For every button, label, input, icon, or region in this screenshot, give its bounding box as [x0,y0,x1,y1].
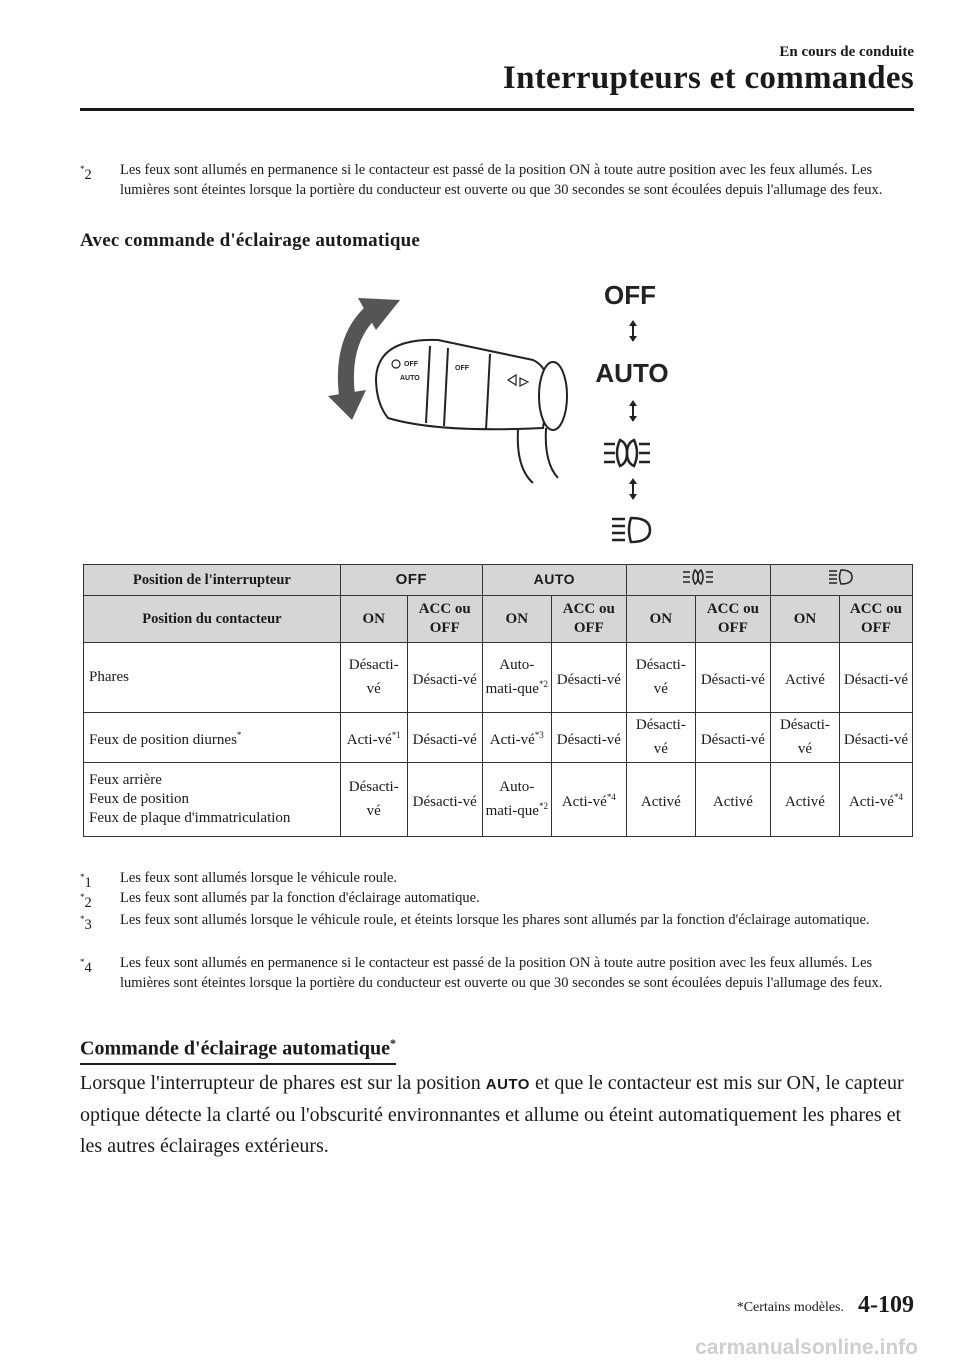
footnote-text: Les feux sont allumés en permanence si le contacteur est passé de la position ON à toute autre position avec les feux allumés. Les lumières sont éteintes lorsque la portière du conducteur est ouverte ou que 30 secondes se sont écoulées depuis l'allumage des feux. [120,162,883,198]
section-heading-auto-lighting: Commande d'éclairage automatique* [80,1036,396,1065]
switch-position-lamps-header [626,565,770,596]
table-cell: Désacti-vé [626,643,695,713]
position-lamps-icon [678,568,718,586]
page-number: 4-109 [858,1292,914,1318]
label-off: OFF [604,280,656,310]
running-header-section: En cours de conduite [779,44,914,60]
lever-tip [539,362,567,430]
row-label: Phares [84,643,341,713]
table-cell: Désacti-vé [407,763,482,837]
switch-off-header: OFF [340,565,482,596]
footnote-1: *1 Les feux sont allumés lorsque le véhicule roule. [80,870,398,891]
body-paragraph: Lorsque l'interrupteur de phares est sur la position AUTO et que le contacteur est mis sur ON, le capteur optique détecte la clarté ou l'obscurité environnantes et allume ou éteint automatiquement les phares et les autres éclairages extérieurs. [80,1072,904,1157]
ignition-cell: ACC ou OFF [839,596,912,643]
footnote-4: *4 Les feux sont allumés en permanence si le contacteur est passé de la position ON à toute autre position avec les feux allumés. Les lumières sont éteintes lorsque la portière du conducteur est ouverte ou que 30 secondes se sont écoulées depuis l'allumage des feux. [80,955,883,991]
headlight-icon [826,568,856,586]
table-cell: Désacti-vé [340,763,407,837]
switch-headlight-header [770,565,912,596]
rotation-arrow-tail-icon [328,390,366,420]
ignition-cell: ACC ou OFF [407,596,482,643]
rotation-arrow-icon [346,308,376,403]
ignition-position-label: Position du contacteur [84,596,341,643]
watermark: carmanualsonline.info [695,1336,918,1359]
lighting-table [83,564,913,837]
position-lamps-icon [604,440,650,466]
ignition-cell: ON [770,596,839,643]
table-cell: Acti-$vé^{*1}$ [340,713,407,763]
table-cell: Activé [626,763,695,837]
ignition-cell: ON [482,596,551,643]
table-cell: Acti-$vé^{*4}$ [839,763,912,837]
top-footnote [80,160,900,200]
table-cell: Activé [695,763,770,837]
row-label: Feux de position diurnes* [84,713,341,763]
ignition-cell: ACC ou OFF [551,596,626,643]
auto-symbol: AUTO [485,1076,530,1093]
table-cell: Acti-$vé^{*3}$ [482,713,551,763]
ignition-cell: ACC ou OFF [695,596,770,643]
table-cell: Désacti-vé [626,713,695,763]
headlight-switch-illustration [318,268,688,548]
table-cell: Désacti-vé [340,643,407,713]
running-header-title: Interrupteurs et commandes [502,60,914,96]
ignition-position-row [84,596,913,643]
table-cell: Auto-mati-que$^{*2}$ [482,763,551,837]
footnote-marker: *2 [80,164,92,183]
table-row-rear-position-plate-lights [84,763,913,837]
switch-auto-header: AUTO [482,565,626,596]
table-row-daytime-running-lights [84,713,913,763]
header-rule [80,108,914,111]
table-cell: Acti-$vé^{*4}$ [551,763,626,837]
table-cell: Désacti-vé [407,643,482,713]
switch-position-label: Position de l'interrupteur [84,565,341,596]
table-cell: Désacti-vé [407,713,482,763]
svg-text:OFF: OFF [455,365,469,372]
svg-text:AUTO: AUTO [400,375,420,382]
row-label: Feux arrière Feux de position Feux de plaque d'immatriculation [84,763,341,837]
table-cell: Activé [770,643,839,713]
table-cell: Activé [770,763,839,837]
ignition-cell: ON [340,596,407,643]
subheading-auto-lighting: Avec commande d'éclairage automatique [80,230,421,251]
table-row-headlights [84,643,913,713]
table-cell: Désacti-vé [839,643,912,713]
table-cell: Désacti-vé [695,643,770,713]
label-auto: AUTO [595,358,669,388]
footnote-3: *3 Les feux sont allumés lorsque le véhicule roule, et éteints lorsque les phares sont allumés par la fonction d'éclairage automatique. [80,912,870,933]
headlight-icon [612,518,650,542]
table-cell: Auto-mati-que$^{*2}$ [482,643,551,713]
table-cell: Désacti-vé [695,713,770,763]
footer-note: *Certains modèles. [736,1300,844,1315]
table-cell: Désacti-vé [839,713,912,763]
footnote-2: *2 Les feux sont allumés par la fonction d'éclairage automatique. [80,890,480,911]
svg-text:OFF: OFF [404,361,418,368]
table-cell: Désacti-vé [551,643,626,713]
ignition-cell: ON [626,596,695,643]
table-cell: Désacti-vé [770,713,839,763]
table-cell: Désacti-vé [551,713,626,763]
switch-position-row [84,565,913,596]
